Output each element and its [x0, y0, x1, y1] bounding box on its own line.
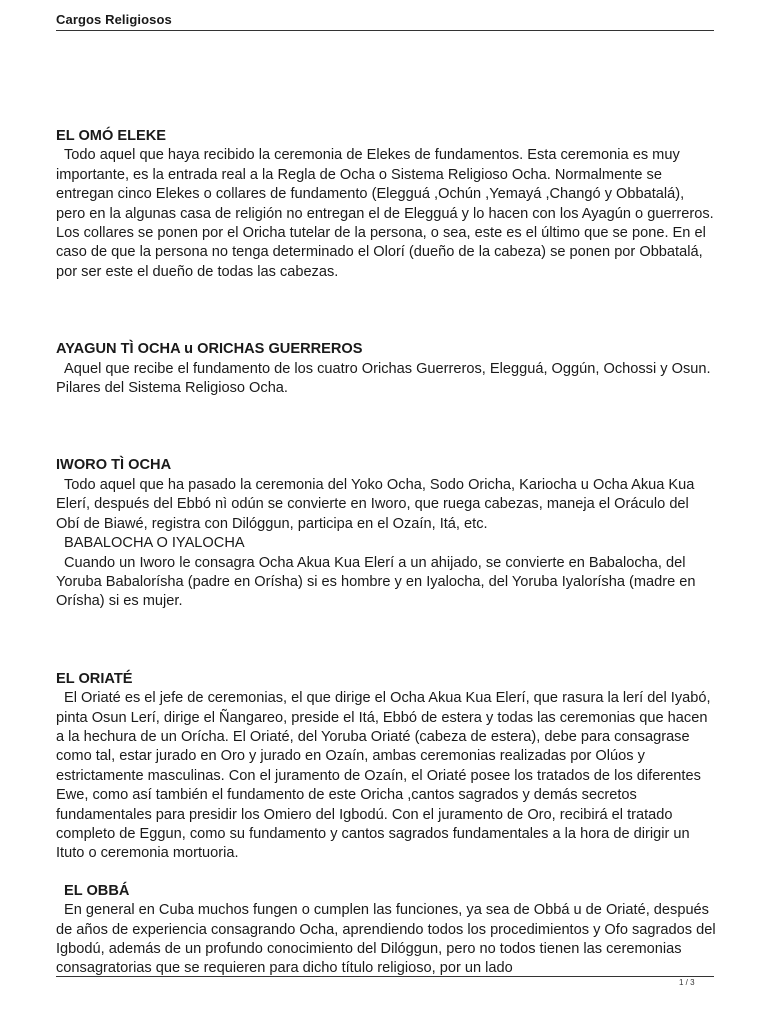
section-paragraph: Aquel que recibe el fundamento de los cuatro Orichas Guerreros, Elegguá, Oggún, Ochossi y Osun. Pilares del Sistema Religioso Ocha. [56, 360, 711, 397]
document-body [56, 127, 716, 979]
section-heading: EL OMÓ ELEKE [56, 128, 167, 144]
document-title: Cargos Religiosos [56, 12, 172, 27]
page-header [56, 12, 714, 31]
section-paragraph: El Oriaté es el jefe de ceremonias, el que dirige el Ocha Akua Kua Elerí, que rasura la lerí del Iyabó, pinta Osun Lerí, dirige el Ñangareo, preside el Itá, Ebbó de estera y todas las ceremonias que hacen a la hechura de un Orícha. El Oriaté, del Yoruba Oriaté (cabeza de estera), debe para consagrase como tal, estar jurado en Oro y jurado en Ozaín, ambas ceremonias realizadas por Olúos y estrictamente masculinas. Con el juramento de Ozaín, el Oriaté posee los tratados de los diferentes Ewe, como así también el fundamento de este Oricha ,cantos sagrados y demás secretos fundamentales para presidir los Omiero del Igbodú. Con el juramento de Oro, recibirá el tratado completo de Eggun, como su fundamento y cantos sagrados fundamentales a la hora de dirigir un Ituto o ceremonia mortuoria. [56, 690, 711, 862]
section-heading: AYAGUN TÌ OCHA u ORICHAS GUERREROS [56, 341, 363, 358]
section-omo-eleke [56, 127, 716, 282]
page-number: 1 / 3 [679, 978, 695, 987]
section-ayagun [56, 340, 716, 398]
section-oriate [56, 670, 716, 864]
section-paragraph: Cuando un Iworo le consagra Ocha Akua Kua Elerí a un ahijado, se convierte en Babalocha, del Yoruba Babalorísha (padre en Orísha) si es hombre y en Iyalocha, del Yoruba Iyalorísha (madre en Orísha) si es mujer. [56, 554, 696, 610]
section-obba [56, 882, 716, 979]
section-heading: IWORO TÌ OCHA [56, 457, 172, 474]
section-iworo [56, 456, 716, 611]
section-heading: EL OBBÁ [64, 882, 130, 899]
section-paragraph: Todo aquel que ha pasado la ceremonia del Yoko Ocha, Sodo Oricha, Kariocha u Ocha Akua Kua Elerí, después del Ebbó nì odún se convierte en Iworo, que ruega cabezas, maneja el Oráculo del Obí de Biawé, registra con Dilóggun, participa en el Ozaín, Itá, etc. [56, 476, 695, 532]
section-paragraph: En general en Cuba muchos fungen o cumplen las funciones, ya sea de Obbá u de Oriaté, después de años de experiencia consagrando Ocha, aprendiendo todos los procedimientos y Ofo sagrados del Igbodú, además de un profundo conocimiento del Dilóggun, pero no todos tienen las ceremonias consagratorias que se requieren para dicho título religioso, por un lado [56, 902, 716, 977]
section-subheading: BABALOCHA O IYALOCHA [64, 535, 245, 552]
section-paragraph: Todo aquel que haya recibido la ceremonia de Elekes de fundamentos. Esta ceremonia es muy importante, es la entrada real a la Regla de Ocha o Sistema Religioso Ocha. Normalmente se entregan cinco Elekes o collares de fundamento (Elegguá ,Ochún ,Yemayá ,Changó y Obbatalá), pero en la algunas casa de religión no entregan el de Elegguá y lo hacen con los Ayagún o guerreros. Los collares se ponen por el Oricha tutelar de la persona, o sea, este es el último que se pone. En el caso de que la persona no tenga determinado el Olorí (dueño de la cabeza) se ponen por Obbatalá, por ser este el dueño de todas las cabezas. [56, 147, 714, 280]
footer-divider [56, 976, 714, 977]
section-heading: EL ORIATÉ [56, 670, 133, 687]
